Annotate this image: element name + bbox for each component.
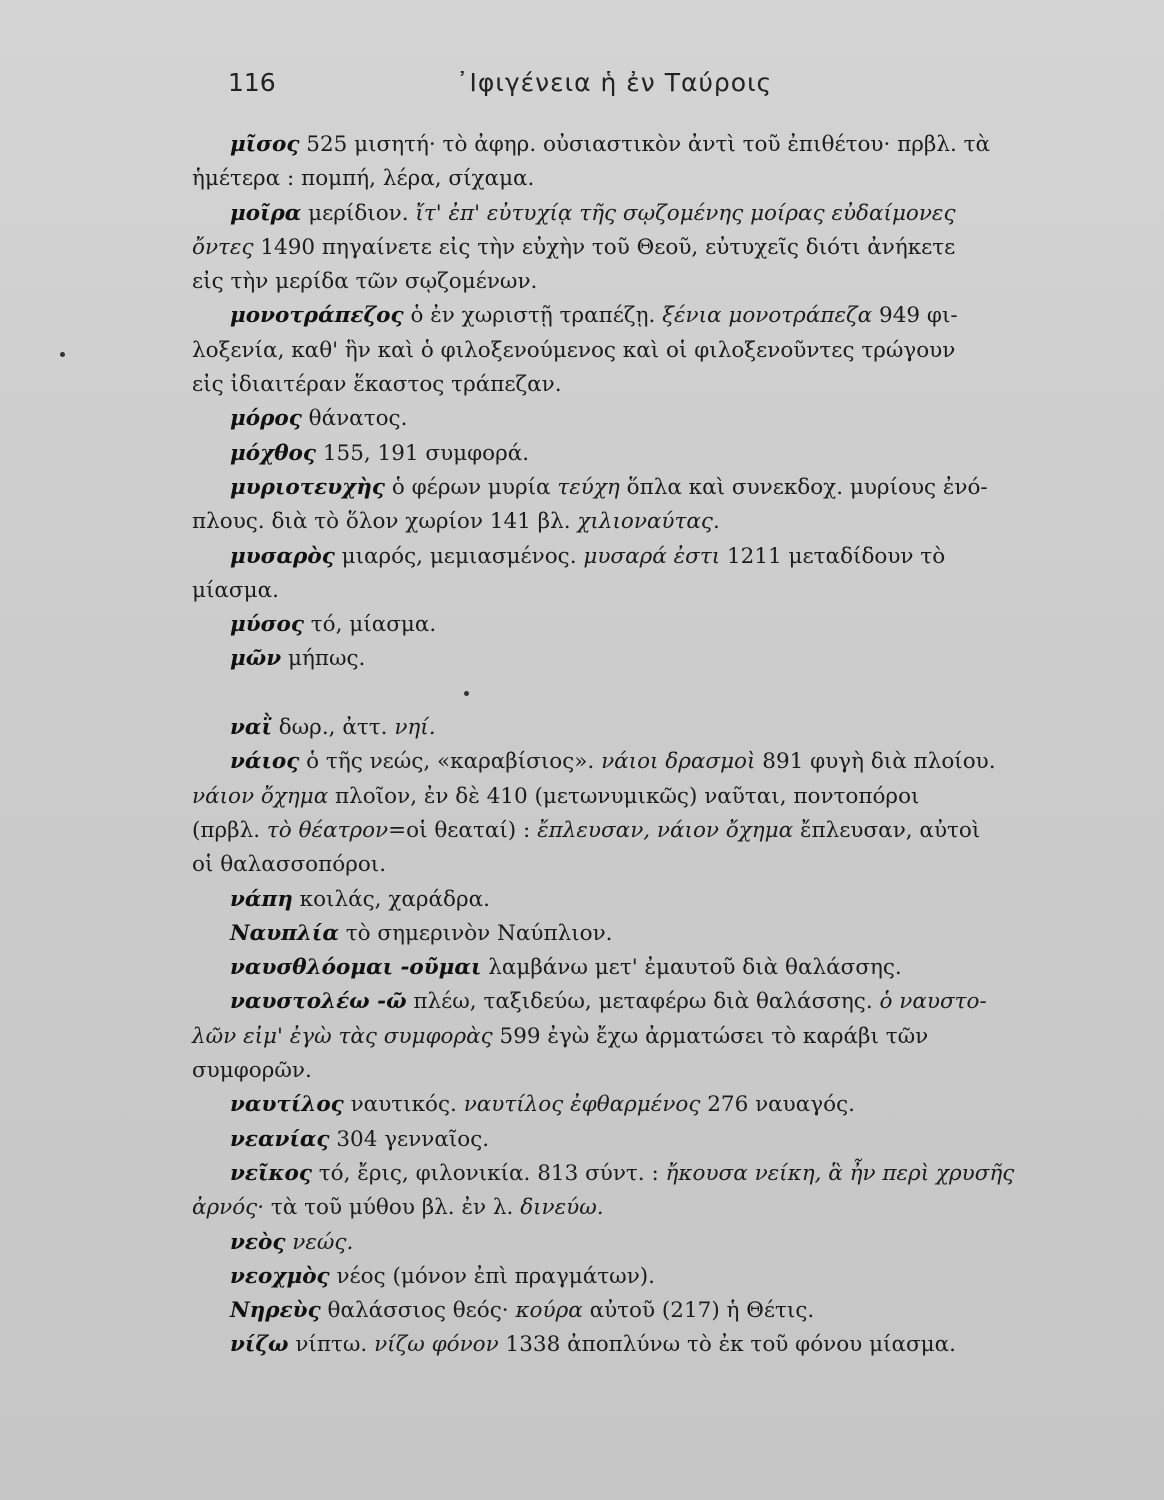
definition-text: νίπτω.	[288, 1332, 375, 1358]
definition-text: ὅπλα καὶ συνεκδοχ. μυρίους ἐνό-	[619, 474, 988, 500]
definition-text: τό, ἔρις, φιλονικία. 813 σύντ. :	[311, 1160, 666, 1186]
headword: νίζω	[230, 1332, 289, 1358]
definition-text: οἱ θαλασσοπόροι.	[192, 852, 387, 878]
continuation-line	[192, 334, 1132, 368]
definition-text: 1338 ἀποπλύνω τὸ ἐκ τοῦ φόνου μίασμα.	[498, 1332, 957, 1358]
definition-text: 949 φι-	[872, 303, 958, 329]
definition-text: 525 μισητή· τὸ ἀφηρ. οὐσιαστικὸν ἀντὶ τοῦ ἐπιθέτου· πρβλ. τὰ	[299, 132, 991, 157]
quotation: ὁ ναυστο-	[879, 989, 987, 1015]
definition-text: 1211 μεταδίδουν τὸ	[720, 543, 946, 569]
definition-text: λοξενία, καθ' ἣν καὶ ὁ φιλοξενούμενος καὶ οἱ φιλοξενοῦντες τρώγουν	[192, 337, 956, 363]
entry-line	[192, 1123, 1132, 1157]
definition-text: 1490 πηγαίνετε εἰς τὴν εὐχὴν τοῦ Θεοῦ, εὐτυχεῖς διότι ἀνήκετε	[253, 234, 956, 260]
margin-dot	[60, 352, 65, 357]
running-title: ᾿Ιφιγένεια ἡ ἐν Ταύροις	[456, 68, 773, 97]
entry-line	[192, 642, 1132, 676]
continuation-line	[192, 505, 1132, 539]
entry-line	[192, 1294, 1132, 1328]
continuation-line	[192, 1191, 1132, 1225]
definition-text: ἔπλευσαν, αὐτοὶ	[793, 817, 981, 843]
definition-text: πλέω, ταξιδεύω, μεταφέρω διὰ θαλάσσης.	[406, 989, 880, 1015]
headword: ναυσθλόομαι -οῦμαι	[230, 955, 482, 981]
headword: μονοτράπεζος	[230, 303, 404, 329]
headword: Ναυπλία	[230, 920, 339, 946]
definition-text: μερίδιον.	[301, 200, 416, 226]
glossary-text	[192, 128, 1132, 1363]
quotation: ξένια μονοτράπεζα	[662, 303, 873, 329]
definition-text: μίασμα.	[192, 577, 279, 603]
definition-text: τὰ τοῦ μύθου βλ. ἐν λ.	[264, 1195, 521, 1221]
definition-text: θάνατος.	[301, 406, 408, 432]
entry-line	[192, 540, 1132, 574]
quotation: δινεύω.	[520, 1195, 604, 1221]
quotation: νηί.	[394, 715, 436, 741]
definition-text: 155, 191 συμφορά.	[316, 440, 530, 466]
headword: μύσος	[230, 612, 304, 638]
entry-line	[192, 1226, 1132, 1260]
definition-text: εἰς ἰδιαιτέραν ἕκαστος τράπεζαν.	[192, 372, 562, 398]
headword: μόχθος	[230, 440, 316, 466]
headword: νεὸς	[230, 1229, 286, 1255]
definition-text: πλους. διὰ τὸ ὅλον χωρίον 141 βλ.	[192, 509, 578, 535]
quotation: νίζω φόνον	[374, 1332, 499, 1358]
quotation: ἀρνός·	[192, 1195, 265, 1221]
headword: ναυστολέω -ῶ	[230, 989, 407, 1015]
continuation-line	[192, 780, 1132, 814]
continuation-line	[192, 368, 1132, 402]
definition-text: λαμβάνω μετ' ἐμαυτοῦ διὰ θαλάσσης.	[481, 955, 902, 981]
entry-line	[192, 1157, 1132, 1191]
entry-line	[192, 197, 1132, 231]
entry-line	[192, 402, 1132, 436]
quotation: κούρα	[515, 1298, 583, 1324]
continuation-line	[192, 1020, 1132, 1054]
headword: ναῒ	[230, 715, 272, 741]
continuation-line	[192, 1054, 1132, 1088]
definition-text: (πρβλ.	[192, 817, 267, 843]
entry-line	[192, 128, 1132, 162]
quotation: ναυτίλος ἐφθαρμένος	[463, 1092, 701, 1118]
definition-text: τό, μίασμα.	[303, 612, 437, 638]
definition-text: ναυτικός.	[343, 1092, 464, 1118]
headword: μῖσος	[230, 132, 300, 157]
entry-line	[192, 437, 1132, 471]
definition-text: 891 φυγὴ διὰ πλοίου.	[755, 749, 996, 775]
headword: μυσαρὸς	[230, 543, 335, 569]
headword: νεανίας	[230, 1126, 330, 1152]
entry-line	[192, 711, 1132, 745]
quotation: τὸ θέατρον	[266, 817, 389, 843]
definition-text: =οἱ θεαταί) :	[388, 817, 538, 843]
definition-text: μιαρός, μεμιασμένος.	[334, 543, 584, 569]
headword: ναυτίλος	[230, 1092, 344, 1118]
quotation: νάιον ὄχημα	[192, 783, 329, 809]
definition-text: 276 ναυαγός.	[700, 1092, 855, 1118]
headword: νεοχμὸς	[230, 1263, 330, 1289]
entry-line	[192, 1260, 1132, 1294]
definition-text: ὁ τῆς νεώς, «καραβίσιος».	[299, 749, 602, 775]
page-header	[228, 68, 838, 108]
entry-line	[192, 951, 1132, 985]
section-separator	[192, 677, 1132, 711]
continuation-line	[192, 574, 1132, 608]
headword: μυριοτευχὴς	[230, 474, 386, 500]
continuation-line	[192, 848, 1132, 882]
entry-line	[192, 471, 1132, 505]
definition-text: μήπως.	[281, 646, 366, 672]
continuation-line	[192, 265, 1132, 299]
continuation-line	[192, 814, 1132, 848]
entry-line	[192, 883, 1132, 917]
definition-text: κοιλάς, χαράδρα.	[292, 886, 490, 912]
definition-text: αὐτοῦ (217) ἡ Θέτις.	[582, 1298, 815, 1324]
entry-line	[192, 1088, 1132, 1122]
definition-text: συμφορῶν.	[192, 1058, 312, 1084]
separator-dot	[464, 691, 469, 696]
quotation: χιλιοναύτας.	[577, 509, 720, 535]
headword: νεῖκος	[230, 1160, 312, 1186]
headword: μοῖρα	[230, 200, 302, 226]
definition-text: δωρ., ἀττ.	[271, 715, 395, 741]
quotation: ἔπλευσαν, νάιον ὄχημα	[537, 817, 794, 843]
quotation: ἴτ' ἐπ' εὐτυχίᾳ τῆς σῳζομένης μοίρας εὐδαίμονες	[415, 200, 956, 226]
headword: νάιος	[230, 749, 300, 775]
quotation: τεύχη	[557, 474, 620, 500]
quotation: ἤκουσα νείκη, ἃ ἦν περὶ χρυσῆς	[665, 1160, 1015, 1186]
quotation: ὄντες	[192, 234, 254, 260]
definition-text: 304 γενναῖος.	[329, 1126, 490, 1152]
definition-text: 599 ἐγὼ ἔχω ἀρματώσει τὸ καράβι τῶν	[492, 1023, 929, 1049]
entry-line	[192, 745, 1132, 779]
headword: μόρος	[230, 406, 302, 432]
definition-text: εἰς τὴν μερίδα τῶν σῳζομένων.	[192, 269, 538, 295]
entry-line	[192, 1328, 1132, 1362]
headword: Νηρεὺς	[230, 1298, 321, 1324]
headword: νάπη	[230, 886, 293, 912]
definition-text: θαλάσσιος θεός·	[320, 1298, 516, 1324]
quotation: νάιοι δρασμοὶ	[601, 749, 756, 775]
definition-text: ἡμέτερα : πομπή, λέρα, σίχαμα.	[192, 166, 535, 192]
page-number: 116	[228, 68, 276, 97]
continuation-line	[192, 231, 1132, 265]
definition-text: ὁ φέρων μυρία	[385, 474, 558, 500]
quotation: μυσαρά ἐστι	[583, 543, 721, 569]
definition-text: ὁ ἐν χωριστῇ τραπέζῃ.	[403, 303, 663, 329]
headword: μῶν	[230, 646, 282, 672]
quotation: νεώς.	[292, 1229, 354, 1255]
entry-line	[192, 299, 1132, 333]
entry-line	[192, 985, 1132, 1019]
quotation: λῶν εἰμ' ἐγὼ τὰς συμφορὰς	[192, 1023, 493, 1049]
definition-text: τὸ σημερινὸν Ναύπλιον.	[338, 920, 613, 946]
entry-line	[192, 608, 1132, 642]
definition-text: πλοῖον, ἐν δὲ 410 (μετωνυμικῶς) ναῦται, ποντοπόροι	[328, 783, 920, 809]
definition-text: νέος (μόνον ἐπὶ πραγμάτων).	[329, 1263, 656, 1289]
entry-line	[192, 917, 1132, 951]
continuation-line	[192, 162, 1132, 196]
